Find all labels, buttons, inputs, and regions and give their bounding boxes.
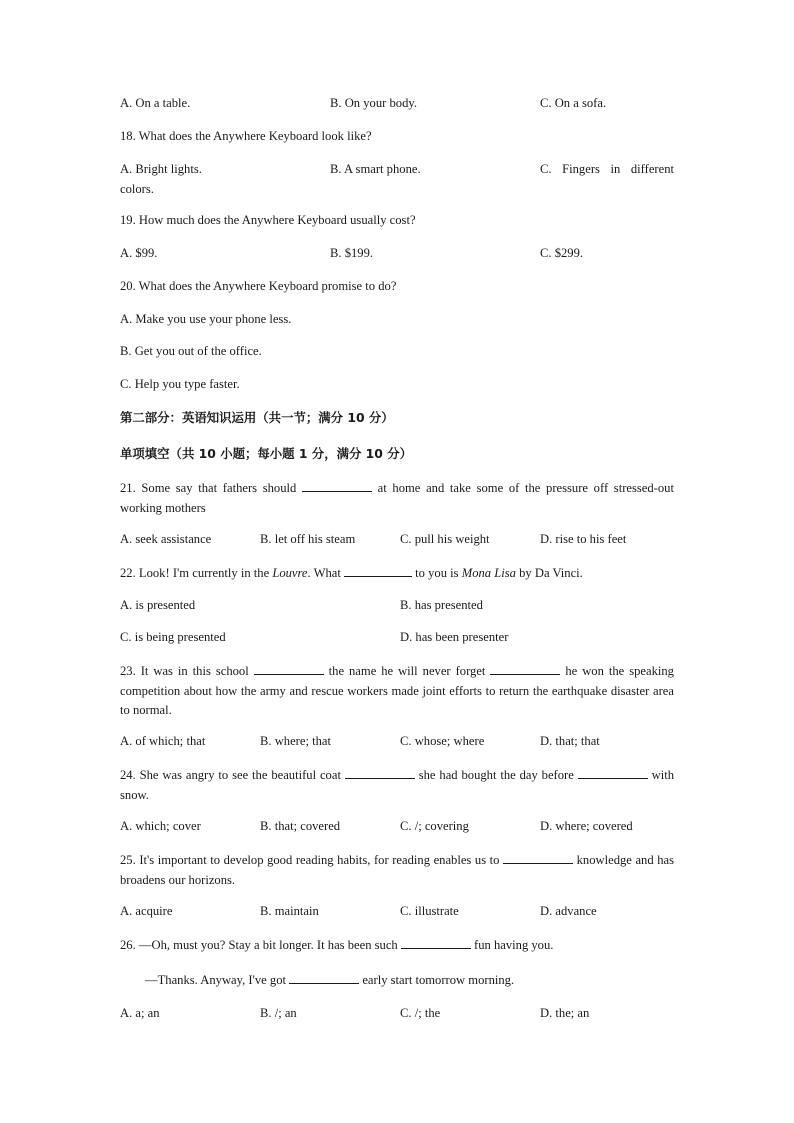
q22-stem — [120, 563, 674, 584]
q23-blank-1 — [254, 661, 324, 675]
q18-option-a: A. Bright lights. — [120, 162, 202, 176]
q26-option-c: C. /; the — [400, 1006, 441, 1020]
q18-stem: 18. What does the Anywhere Keyboard look like? — [120, 129, 372, 143]
q23-option-d: D. that; that — [540, 734, 600, 748]
q17-option-a: A. On a table. — [120, 96, 191, 110]
q24-blank-1 — [345, 765, 415, 779]
q20-option-a: A. Make you use your phone less. — [120, 312, 292, 326]
q21-option-b: B. let off his steam — [260, 532, 356, 546]
q24-option-b: B. that; covered — [260, 819, 341, 833]
q26-line1-a: 26. —Oh, must you? Stay a bit longer. It has been such — [120, 938, 401, 952]
q21-stem-a: 21. Some say that fathers should — [120, 481, 297, 495]
q20-option-b: B. Get you out of the office. — [120, 344, 262, 358]
section-sub-title: 单项填空（共 10 小题；每小题 1 分，满分 10 分） — [120, 446, 413, 461]
q26-blank-1 — [401, 935, 471, 949]
q19-stem: 19. How much does the Anywhere Keyboard usually cost? — [120, 213, 416, 227]
q25-stem-a: 25. It's important to develop good reading habits, for reading enables us to — [120, 853, 500, 867]
q19-option-c: C. $299. — [540, 246, 584, 260]
q19-option-a: A. $99. — [120, 246, 158, 260]
q23-option-a: A. of which; that — [120, 734, 206, 748]
q22-stem-b: . What — [307, 566, 345, 580]
q26-blank-2 — [289, 970, 359, 984]
section-part-title: 第二部分：英语知识运用（共一节；满分 10 分） — [120, 410, 394, 425]
q22-stem-a: 22. Look! I'm currently in the — [120, 566, 273, 580]
q26-line2-a: —Thanks. Anyway, I've got — [145, 973, 290, 987]
q18-option-b: B. A smart phone. — [330, 162, 421, 176]
q21-blank — [302, 478, 372, 492]
q23-stem-b: the name he will never forget — [328, 664, 486, 678]
q25-option-c: C. illustrate — [400, 904, 459, 918]
q17-option-b: B. On your body. — [330, 96, 417, 110]
q20-stem: 20. What does the Anywhere Keyboard promise to do? — [120, 279, 397, 293]
q24-blank-2 — [578, 765, 648, 779]
q24-option-c: C. /; covering — [400, 819, 469, 833]
q23-stem — [120, 661, 674, 721]
q26-line1 — [120, 935, 674, 956]
q18-option-c-wrap: colors. — [120, 182, 154, 196]
q22-louvre: Louvre — [272, 566, 308, 580]
q22-option-d: D. has been presenter — [400, 630, 509, 644]
q25-option-b: B. maintain — [260, 904, 319, 918]
q20-option-c: C. Help you type faster. — [120, 377, 240, 391]
q21-stem — [120, 478, 674, 518]
q26-option-a: A. a; an — [120, 1006, 160, 1020]
q24-stem-b: she had bought the day before — [418, 768, 574, 782]
q26-option-d: D. the; an — [540, 1006, 590, 1020]
q22-stem-d: by Da Vinci. — [515, 566, 583, 580]
q24-option-a: A. which; cover — [120, 819, 201, 833]
q26-line2-b: early start tomorrow morning. — [359, 973, 515, 987]
q22-stem-c: to you is — [412, 566, 462, 580]
q24-stem-a: 24. She was angry to see the beautiful coat — [120, 768, 341, 782]
q21-option-a: A. seek assistance — [120, 532, 212, 546]
q26-line2 — [145, 970, 699, 991]
q25-option-a: A. acquire — [120, 904, 173, 918]
q22-option-c: C. is being presented — [120, 630, 226, 644]
q19-option-b: B. $199. — [330, 246, 374, 260]
q21-stem-b: at home and take some of the pressure off stressed-out working mothers — [120, 481, 674, 515]
q21-option-c: C. pull his weight — [400, 532, 490, 546]
q21-option-d: D. rise to his feet — [540, 532, 627, 546]
q22-mona-lisa: Mona Lisa — [461, 566, 516, 580]
q23-option-b: B. where; that — [260, 734, 331, 748]
q26-option-b: B. /; an — [260, 1006, 297, 1020]
q23-stem-a: 23. It was in this school — [120, 664, 249, 678]
q24-option-d: D. where; covered — [540, 819, 633, 833]
q23-stem-c: he won the speaking competition about how the army and rescue workers made joint efforts to return the earthquake disaster area to normal. — [120, 664, 674, 717]
q25-stem — [120, 850, 674, 890]
q24-stem — [120, 765, 674, 805]
q24-stem-c: with snow. — [120, 768, 674, 802]
q25-stem-b: knowledge and has broadens our horizons. — [120, 853, 674, 887]
q23-option-c: C. whose; where — [400, 734, 485, 748]
q25-blank — [503, 850, 573, 864]
q18-option-c: C. Fingers in different — [540, 162, 674, 176]
q22-option-a: A. is presented — [120, 598, 196, 612]
q22-option-b: B. has presented — [400, 598, 483, 612]
q25-option-d: D. advance — [540, 904, 597, 918]
q23-blank-2 — [490, 661, 560, 675]
q22-blank — [344, 563, 412, 577]
q26-line1-b: fun having you. — [470, 938, 554, 952]
q17-option-c: C. On a sofa. — [540, 96, 607, 110]
